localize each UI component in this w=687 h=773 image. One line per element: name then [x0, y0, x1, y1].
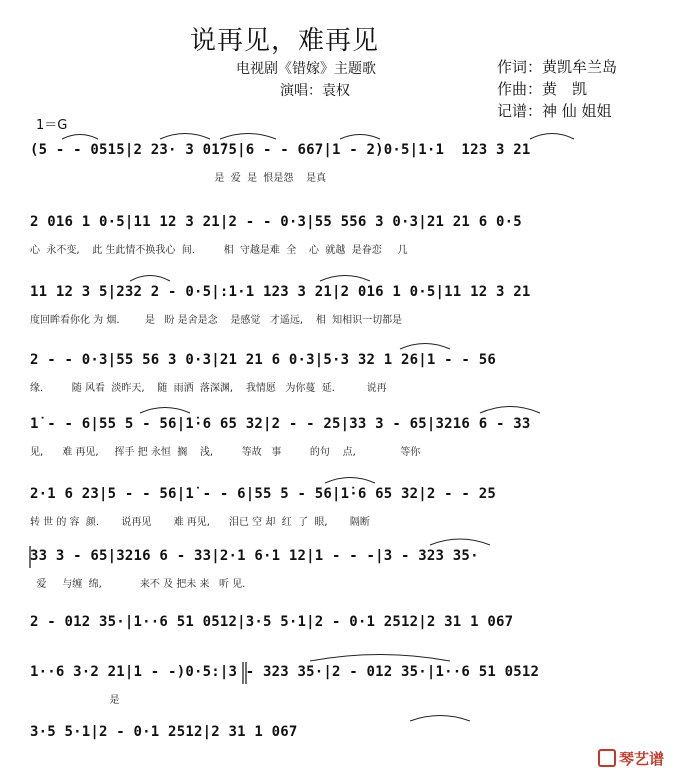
note-line: (5 - - 0515|2 23· 3 01̇75|6 - - 667|1 - 2)0·5|1·1 123 3 21: [30, 142, 531, 158]
slur-mark: [340, 135, 380, 140]
slur-mark: [140, 408, 190, 414]
singer-credit: 演唱：袁权: [280, 83, 350, 99]
transcriber-credit: 记谱：神 仙 姐姐: [497, 102, 612, 120]
slur-mark: [530, 134, 574, 140]
lyric-line: 爱 与缠 绵, 来不 及 把未 来 听 见.: [30, 579, 246, 590]
watermark-text: 琴艺谱: [619, 750, 665, 768]
song-title: 说再见，难再见: [190, 26, 380, 56]
slur-mark: [480, 407, 540, 414]
lyric-line: 转 世 的 容 颜. 说再见 难 再见, 泪已 空 却 红 了 眼, 隔断: [30, 517, 370, 528]
lyric-line: 度回眸看你化 为 烟. 是 盼 是舍是念 是感觉 才遥远, 相 知相识一切都是: [30, 315, 403, 326]
slur-mark: [310, 655, 450, 662]
song-subtitle: 电视剧《错嫁》主题歌: [236, 61, 376, 77]
note-line: 33 3 - 65|3216 6 - 33|2·1 6·1 12|1 - - -|3 - 323 35·: [30, 548, 479, 564]
composer-credit: 作曲：黄 凯: [497, 80, 588, 98]
note-line: 2 016 1 0·5|11 12 3 21|2 - - 0·3|55 556 3 0·3|21 21 6 0·5: [30, 214, 522, 230]
slur-mark: [325, 478, 375, 484]
site-watermark: [598, 748, 664, 769]
slur-mark: [400, 344, 450, 350]
note-line: 1··6 3·2 21|1 - -)0·5:|3 - 323 35·|2 - 012 35·|1··6 51 0512: [30, 664, 540, 680]
slur-mark: [320, 276, 370, 282]
note-line: 2 - 012 35·|1··6 51 0512|3·5 5·1|2 - 0·1 2512|2 31 1 067: [30, 614, 514, 630]
lyric-line: 心 永不变, 此 生此情不换我心 间. 相 守越是难 全 心 就越 是眷恋 几: [30, 245, 408, 256]
slur-mark: [410, 716, 470, 722]
key-signature: 1＝G: [36, 118, 68, 133]
slur-mark: [220, 134, 276, 140]
slur-mark: [160, 134, 210, 140]
lyric-line: 缘. 随 风看 淡昨天, 随 雨洒 落深渊, 我情愿 为你蔓 延. 说再: [30, 383, 387, 394]
note-line: 11 12 3 5|232 2 - 0·5|:1·1 123 3 21|2 016 1 0·5|11 12 3 21: [30, 284, 531, 300]
slur-mark: [130, 276, 170, 282]
slur-mark: [430, 539, 490, 545]
lyric-line: 见, 难 再见, 挥手 把 永恒 搁 浅, 等故 事 的句 点, 等你: [30, 447, 421, 458]
note-line: 2·1 6 23|5 - - 56|1̇ - - 6|55 5 - 56|1̇·6 65 32|2 - - 25: [30, 486, 496, 502]
lyricist-credit: 作词：黄凯牟兰岛: [497, 58, 618, 76]
note-line: 3·5 5·1|2 - 0·1 2512|2 31 1 067: [30, 724, 298, 740]
lyric-line: 是: [30, 695, 120, 706]
lyric-line: 是 爱 是 恨是怨 是真: [30, 173, 327, 184]
logo-icon: [598, 749, 616, 767]
note-line: 2 - - 0·3|55 56 3 0·3|21 21 6 0·3|5·3 32 1 26|1 - - 56: [30, 352, 496, 368]
slur-mark: [62, 135, 98, 140]
note-line: 1̇ - - 6|55 5 - 56|1̇·6 65 32|2 - - 25|33 3 - 65|3216 6 - 33: [30, 416, 531, 432]
